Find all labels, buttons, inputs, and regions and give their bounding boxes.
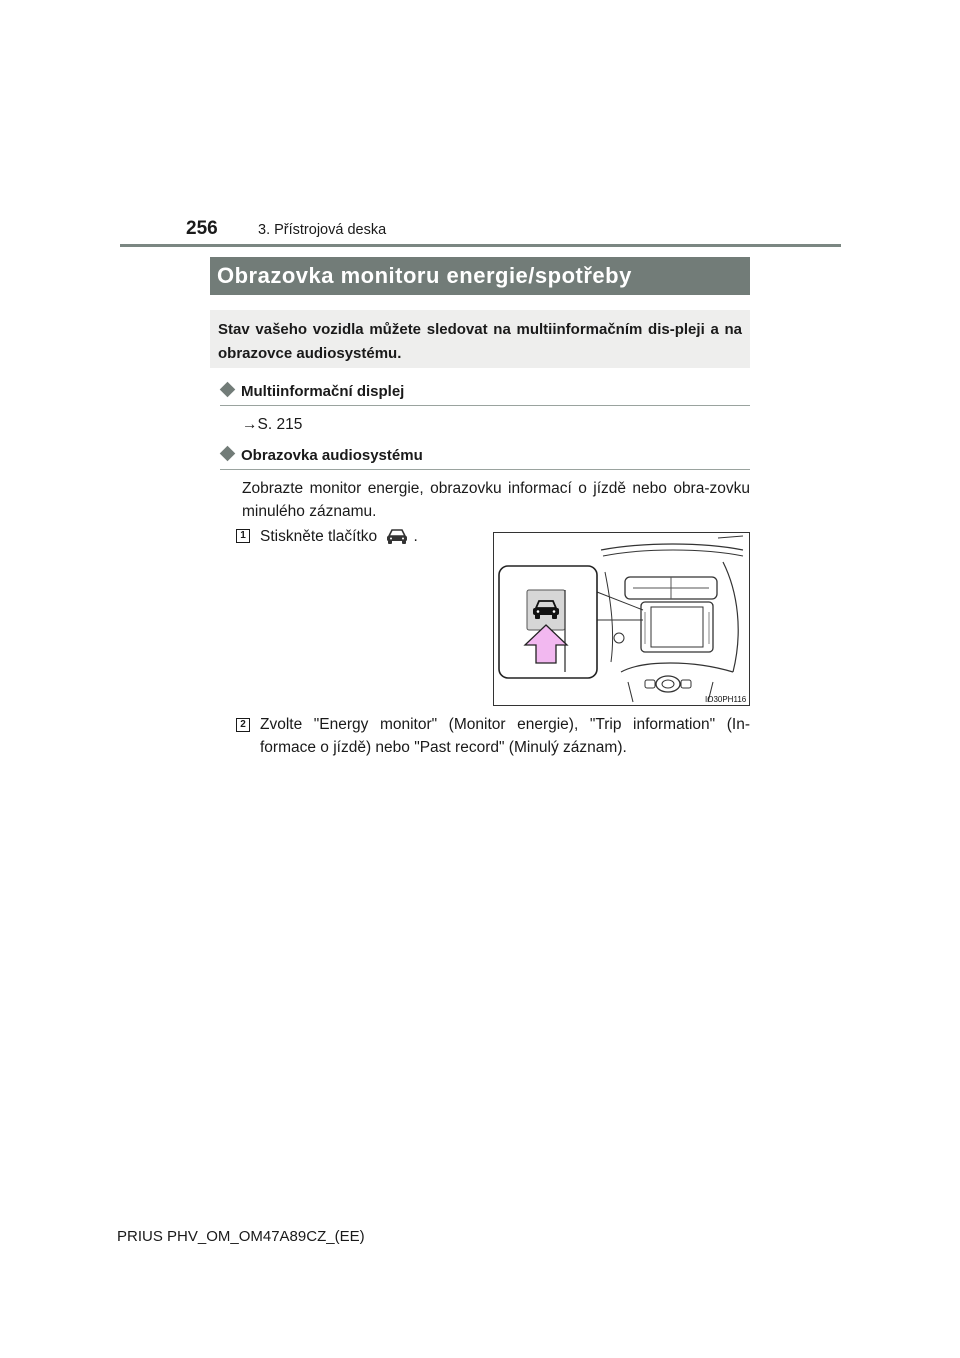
car-icon — [384, 527, 410, 552]
dashboard-figure — [493, 532, 750, 706]
arrow-icon: → — [242, 416, 258, 433]
section-heading-label: Multiinformační displej — [241, 383, 405, 400]
step-number-box: 1 — [236, 529, 250, 543]
step-1-text — [260, 525, 418, 552]
intro-box — [210, 310, 750, 368]
chapter-title: 3. Přístrojová deska — [258, 222, 387, 238]
section-divider — [220, 469, 750, 470]
step-2-text: Zvolte "Energy monitor" (Monitor energie), "Trip information" (In-formace o jízdě) nebo "Past record" (Minulý záznam). — [260, 716, 750, 756]
section-heading-multiinfo — [220, 383, 404, 400]
step-1-period: . — [413, 528, 418, 545]
section-divider — [220, 405, 750, 406]
header-divider — [120, 244, 841, 247]
section-heading-label: Obrazovka audiosystému — [241, 447, 423, 464]
section-body: Zobrazte monitor energie, obrazovku informací o jízdě nebo obra-zovku minulého záznamu. — [242, 480, 750, 520]
step-number-box: 2 — [236, 718, 250, 732]
intro-text: Stav vašeho vozidla můžete sledovat na multiinformačním dis-pleji a na obrazovce audiosystému. — [218, 321, 742, 362]
section-title: Obrazovka monitoru energie/spotřeby — [210, 257, 750, 295]
document-footer: PRIUS PHV_OM_OM47A89CZ_(EE) — [117, 1228, 365, 1245]
diamond-icon — [220, 382, 236, 398]
page-reference — [242, 413, 302, 436]
page-reference-text: S. 215 — [257, 416, 303, 433]
diamond-icon — [220, 446, 236, 462]
step-1-label: Stiskněte tlačítko — [260, 528, 378, 545]
section-heading-audio — [220, 447, 423, 464]
page-number: 256 — [186, 218, 218, 239]
figure-code: IO30PH116 — [705, 695, 747, 704]
